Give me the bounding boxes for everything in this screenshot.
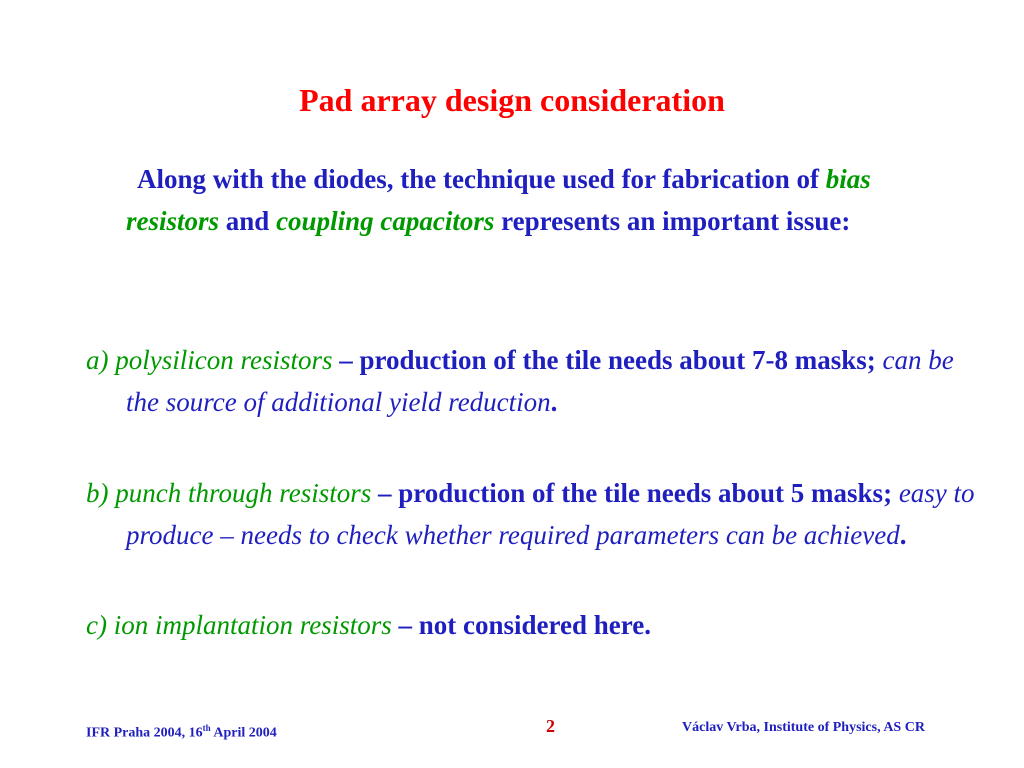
item-b-dash: –	[371, 478, 399, 508]
slide-title: Pad array design consideration	[299, 82, 725, 118]
coupling-capacitors-term: coupling capacitors	[276, 206, 495, 236]
list-item-a	[86, 339, 986, 423]
bias-resistors-term: bias resistors	[126, 164, 871, 236]
footer-event	[86, 718, 277, 744]
item-a-label: a) polysilicon resistors	[86, 345, 333, 375]
intro-text-2: represents an important issue:	[494, 206, 851, 236]
intro-paragraph	[126, 158, 946, 242]
item-b-label: b) punch through resistors	[86, 478, 372, 508]
page-number: 2	[546, 716, 555, 736]
footer-author: Václav Vrba, Institute of Physics, AS CR	[682, 720, 925, 735]
list-item-c	[86, 604, 986, 646]
item-a-dash: –	[332, 345, 360, 375]
item-c-label: c) ion implantation resistors	[86, 610, 392, 640]
item-a-end: .	[550, 387, 558, 417]
list-item-b	[86, 472, 986, 556]
footer-event-pre: IFR Praha 2004, 16	[86, 725, 203, 741]
item-c-text: not considered here.	[418, 610, 652, 640]
item-a-note: can be the source of additional yield reduction	[126, 345, 954, 417]
item-b-note: easy to produce – needs to check whether required parameters can be achieved	[126, 478, 975, 550]
item-b-text: production of the tile needs about 5 masks;	[398, 478, 899, 508]
item-b-end: .	[899, 520, 907, 550]
item-c-dash: –	[391, 610, 419, 640]
intro-text-1: Along with the diodes, the technique used for fabrication of	[137, 164, 826, 194]
footer-event-sup: th	[202, 723, 211, 733]
item-a-text: production of the tile needs about 7-8 masks;	[359, 345, 883, 375]
footer-event-post: April 2004	[210, 725, 277, 741]
intro-and: and	[219, 206, 277, 236]
